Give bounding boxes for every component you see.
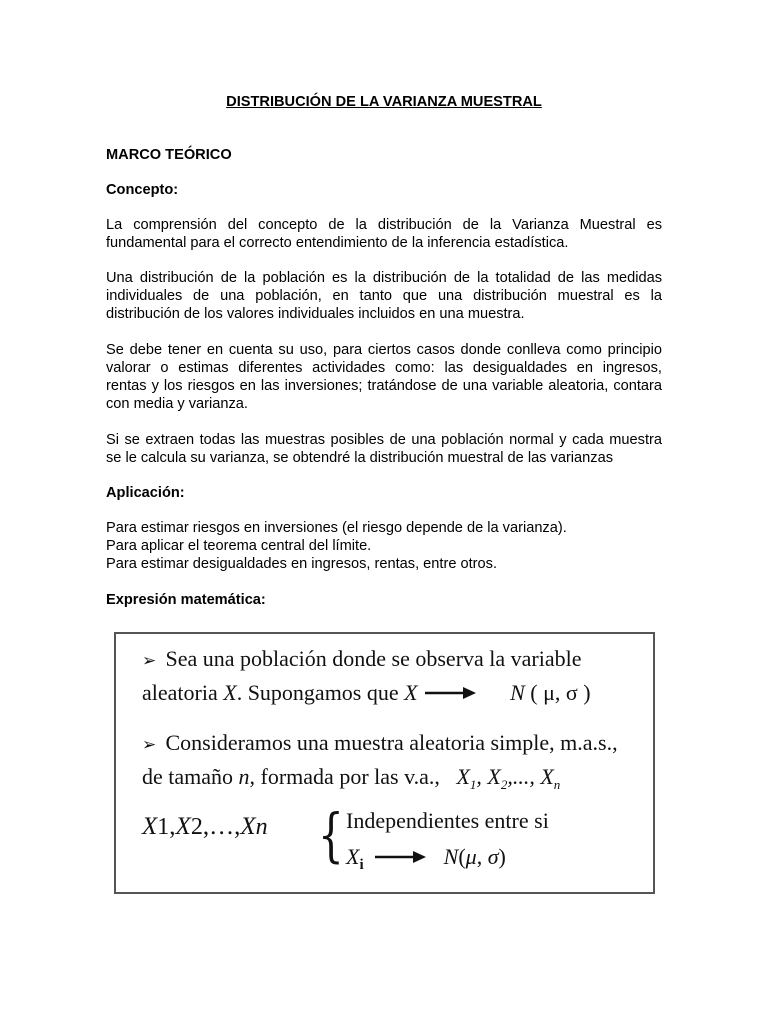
list-item: Para estimar riesgos en inversiones (el riesgo depende de la varianza). [106,520,567,536]
math-text: aleatoria [142,680,218,705]
independence-label: Independientes entre si [346,808,549,833]
math-line-2 [142,680,591,705]
section-title: MARCO TEÓRICO [106,147,232,163]
text-line: fundamental para el correcto entendimiento de la inferencia estadística. [106,235,569,251]
math-text: Sea una población donde se observa la variable [165,646,582,671]
math-symbol: n [238,764,250,789]
text-line: Una distribución de la población es la distribución de la totalidad de las medidas [106,270,662,286]
math-text: de tamaño [142,764,234,789]
text-line: Se debe tener en cuenta su uso, para ciertos casos donde conlleva como principio [106,342,662,358]
list-item: Para aplicar el teorema central del límite. [106,538,372,554]
sample-sequence: X1,X2,…,Xn [142,813,268,840]
math-line-3 [142,730,618,755]
xi-distribution: $X_i$ N(μ, σ) [346,844,506,873]
math-expression-box [114,632,655,894]
curly-brace-icon: { [318,801,344,869]
normal-distribution-formula: N ( μ, σ ) [510,680,591,705]
text-line: rentas y los riesgos en las inversiones; tratándose de una variable aleatoria, contara [106,378,662,394]
math-symbol: X [223,680,237,705]
text-line: La comprensión del concepto de la distribución de la Varianza Muestral es [106,217,662,233]
text-line: Si se extraen todas las muestras posibles de una población normal y cada muestra [106,432,662,448]
text-line: valorar o estimas diferentes actividades como: las desigualdades en ingresos, [106,360,662,376]
concepto-paragraph-4 [106,431,662,467]
arrow-bullet-icon: ➢ [142,651,157,670]
arrow-bullet-icon: ➢ [142,735,157,754]
right-arrow-icon [423,684,477,702]
concepto-paragraph-3 [106,341,662,413]
concepto-paragraph-1 [106,216,662,252]
text-line: se le calcula su varianza, se obtendré la distribución muestral de las varianzas [106,450,613,466]
math-text: , formada por las v.a., [249,764,440,789]
aplicacion-list [106,519,662,573]
text-line: con media y varianza. [106,396,248,412]
concepto-heading: Concepto: [106,182,179,198]
list-item: Para estimar desigualdades en ingresos, rentas, entre otros. [106,556,498,572]
math-line-1 [142,646,582,671]
text-line: distribución de los valores individuales incluidos en una muestra. [106,306,525,322]
text-line: individuales de una población, en tanto que una distribución muestral es la [106,288,662,304]
math-line-4 [142,764,561,794]
concepto-paragraph-2 [106,269,662,323]
expresion-heading: Expresión matemática: [106,592,266,608]
aplicacion-heading: Aplicación: [106,485,185,501]
sample-variables: $X_1$, $X_2$,..., $X_n$ [445,764,561,792]
math-symbol: X [404,680,418,705]
document-title: DISTRIBUCIÓN DE LA VARIANZA MUESTRAL [226,94,542,110]
math-text: . Supongamos que [236,680,399,705]
math-text: Consideramos una muestra aleatoria simple, m.a.s., [165,730,618,755]
right-arrow-icon [369,848,427,866]
